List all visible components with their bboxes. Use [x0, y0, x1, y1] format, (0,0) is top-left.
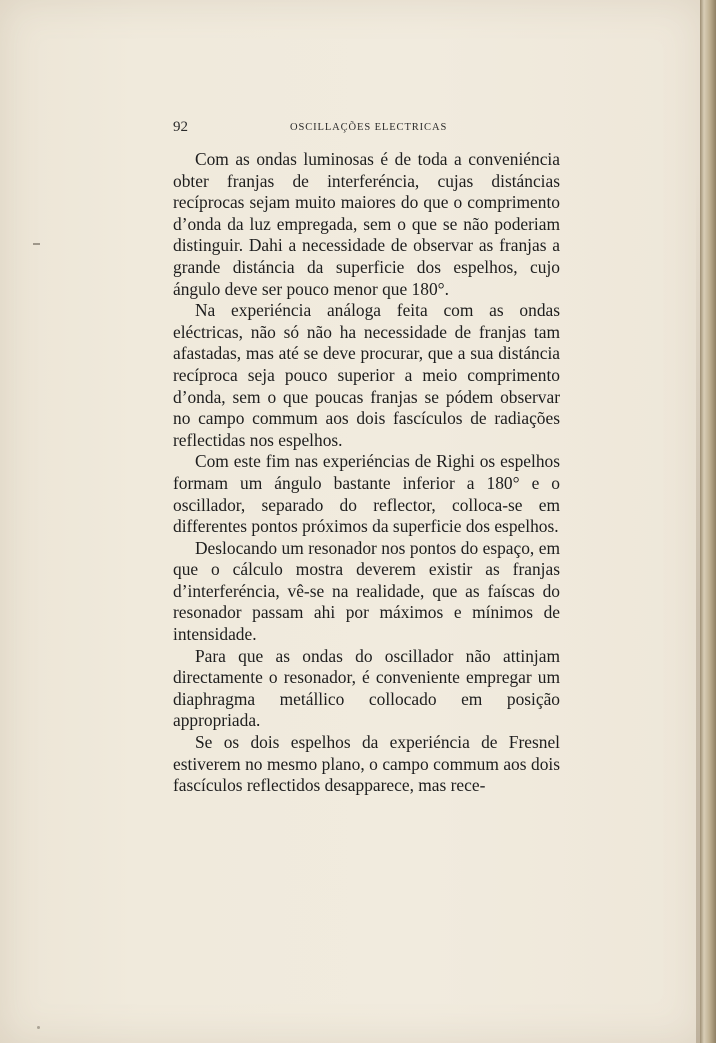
book-spine-edge	[700, 0, 716, 1043]
margin-mark	[33, 243, 40, 245]
paragraph: Com este fim nas experiéncias de Righi os espelhos formam um ángulo bastante inferior a 180° e o oscillador, separado do reflector, colloca-se em differentes pontos próximos da superficie dos espelhos.	[173, 451, 560, 537]
paragraph: Com as ondas luminosas é de toda a conveniéncia obter franjas de interferéncia, cujas distáncias recíprocas sejam muito maiores do que o comprimento d’onda da luz empregada, sem o que se não poderiam distinguir. Dahi a necessidade de observar as franjas a grande distáncia da superficie dos espelhos, cujo ángulo deve ser pouco menor que 180°.	[173, 149, 560, 299]
page-number: 92	[173, 119, 188, 135]
paragraph: Se os dois espelhos da experiéncia de Fresnel estiverem no mesmo plano, o campo commum aos dois fascículos reflectidos desapparece, mas rece-	[173, 732, 560, 796]
running-title: OSCILLAÇÕES ELECTRICAS	[290, 122, 448, 133]
body-text	[173, 149, 560, 797]
margin-speck	[37, 1026, 40, 1029]
paragraph: Deslocando um resonador nos pontos do espaço, em que o cálculo mostra deverem existir as franjas d’interferéncia, vê-se na realidade, que as faíscas do resonador passam ahi por máximos e mínimos de intensidade.	[173, 537, 560, 645]
page-header	[173, 118, 560, 138]
paragraph: Para que as ondas do oscillador não attinjam directamente o resonador, é conveniente empregar um diaphragma metállico collocado em posição appropriada.	[173, 645, 560, 731]
paragraph: Na experiéncia análoga feita com as ondas eléctricas, não só não ha necessidade de franjas tam afastadas, mas até se deve procurar, que a sua distáncia recíproca seja pouco superior a meio comprimento d’onda, sem o que poucas franjas se pódem observar no campo commum aos dois fascículos de radiações reflectidas nos espelhos.	[173, 300, 560, 450]
